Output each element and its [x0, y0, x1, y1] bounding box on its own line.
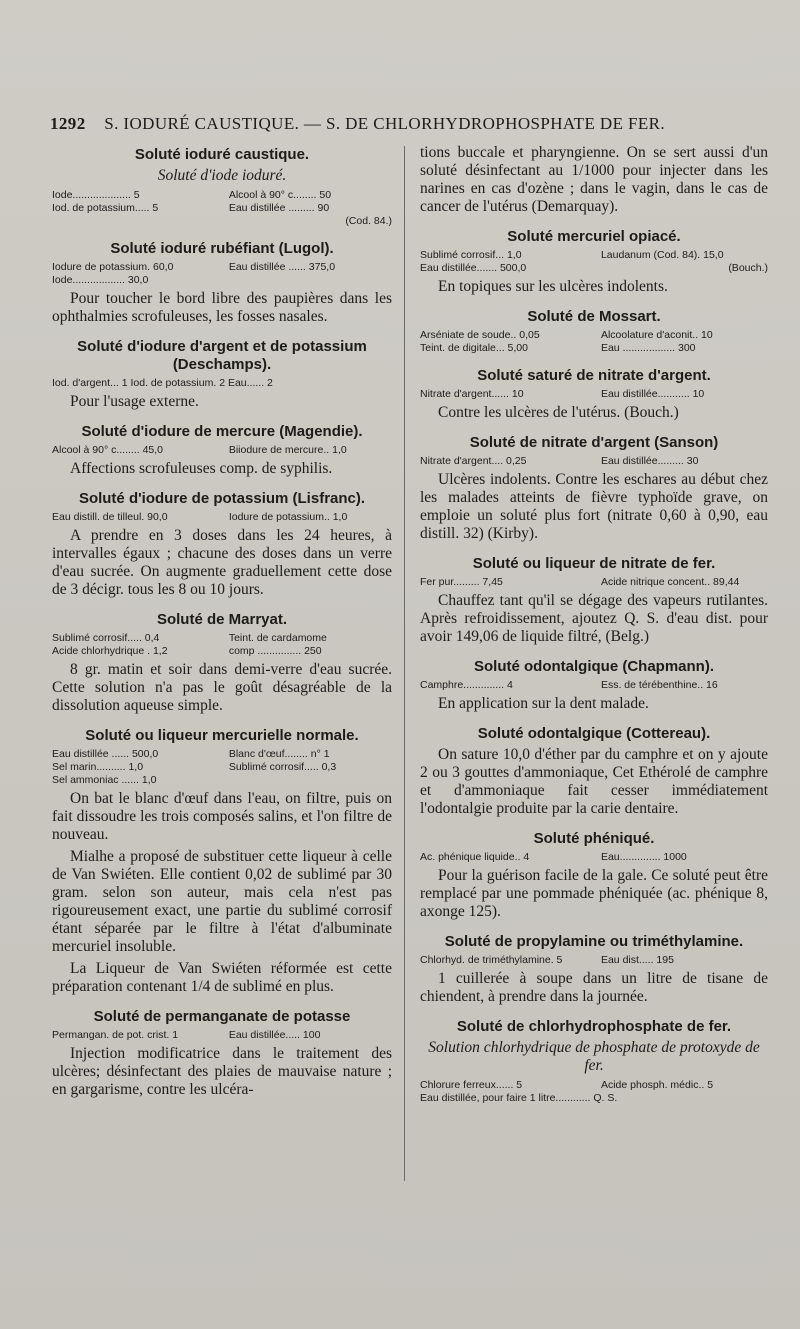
- section-title: Soluté de Marryat.: [156, 611, 288, 628]
- section-title: Soluté ou liqueur de nitrate de fer.: [472, 555, 716, 572]
- running-title: S. IODURÉ CAUSTIQUE. — S. DE CHLORHYDROPHOSPHATE DE FER.: [104, 114, 666, 133]
- ingredient: Teint. de digitale... 5,00: [420, 342, 528, 354]
- section-text: Affections scrofuleuses comp. de syphilis.: [70, 460, 333, 477]
- formula: [420, 249, 768, 275]
- section-title: Soluté ioduré rubéfiant (Lugol).: [110, 240, 334, 257]
- section-text: A prendre en 3 doses dans les 24 heures, à intervalles égaux ; chacune des doses dans un verre d'eau sucrée. On augmente graduellement cette dose de 3 décigr. tous les 8 ou 10 jours.: [52, 527, 392, 598]
- section-text: Contre les ulcères de l'utérus. (Bouch.): [438, 404, 679, 421]
- ingredient: Eau distillée....... 500,0: [420, 262, 527, 274]
- formula: [420, 576, 768, 589]
- right-column: [420, 142, 768, 1108]
- section-title: Soluté de Mossart.: [527, 308, 661, 325]
- section-text: En application sur la dent malade.: [438, 695, 649, 712]
- formula: [420, 851, 768, 864]
- ingredient: Acide nitrique concent.. 89,44: [600, 576, 740, 588]
- section-subtitle: Soluté d'iode ioduré.: [157, 167, 287, 184]
- ingredient: Eau distillée......... 30: [600, 455, 699, 467]
- ingredient: Eau distillée ......... 90: [228, 202, 330, 214]
- ingredient: Eau distillée ...... 375,0: [228, 261, 336, 273]
- ingredient: Biiodure de mercure.. 1,0: [228, 444, 347, 456]
- ingredient: comp ............... 250: [228, 645, 322, 657]
- formula: [52, 1029, 392, 1042]
- running-header: [50, 114, 770, 134]
- ingredient: Chlorhyd. de triméthylamine. 5: [420, 954, 563, 966]
- ingredient: Iod. de potassium..... 5: [52, 202, 159, 214]
- ingredient: Eau distillée ...... 500,0: [52, 748, 159, 760]
- ingredient: Eau distillée..... 100: [228, 1029, 321, 1041]
- ingredient: Iodure de potassium.. 1,0: [228, 511, 348, 523]
- section-text: La Liqueur de Van Swiéten réformée est cette préparation contenant 1/4 de sublimé en plus.: [52, 960, 392, 995]
- section-title: Soluté saturé de nitrate d'argent.: [477, 367, 711, 384]
- section-title: Soluté de nitrate d'argent (Sanson): [469, 434, 719, 451]
- section-title: Soluté d'iodure de potassium (Lisfranc).: [78, 490, 366, 507]
- ingredient: Acide chlorhydrique . 1,2: [52, 645, 168, 657]
- ingredient: Eau dist..... 195: [600, 954, 674, 966]
- ingredient: Blanc d'œuf........ n° 1: [228, 748, 330, 760]
- ingredient: Acide phosph. médic.. 5: [600, 1079, 714, 1091]
- section-text: 8 gr. matin et soir dans demi-verre d'eau sucrée. Cette solution n'a pas le goût désagréable de la dissolution aqueuse simple.: [52, 661, 392, 714]
- ingredient: Alcool à 90° c........ 45,0: [52, 444, 164, 456]
- section-title: Soluté odontalgique (Chapmann).: [474, 658, 714, 675]
- ingredient: Iode.................. 30,0: [52, 274, 149, 286]
- formula: [52, 511, 392, 524]
- left-column: [52, 142, 392, 1103]
- section-title: Soluté de permanganate de potasse: [93, 1008, 351, 1025]
- section-text: Injection modificatrice dans le traitement des ulcères; désinfectant des plaies de mauvaise nature ; en gargarisme, contre les ulcéra-: [52, 1045, 392, 1098]
- ingredient: Camphre.............. 4: [420, 679, 513, 691]
- formula: Iod. d'argent... 1 Iod. de potassium. 2 Eau...... 2: [52, 377, 273, 389]
- source-ref: (Cod. 84.): [345, 215, 392, 227]
- ingredient: Teint. de cardamome: [228, 632, 327, 644]
- source-ref: (Bouch.): [728, 262, 768, 274]
- ingredient: Sel marin.......... 1,0: [52, 761, 144, 773]
- ingredient: Laudanum (Cod. 84). 15,0: [600, 249, 724, 261]
- formula: [52, 632, 392, 658]
- section-text: Pour l'usage externe.: [70, 393, 199, 410]
- ingredient: Eau distillée........... 10: [600, 388, 705, 400]
- ingredient: Eau distillée, pour faire 1 litre............ Q. S.: [420, 1092, 618, 1104]
- ingredient: Eau .................. 300: [600, 342, 696, 354]
- formula: [52, 444, 392, 457]
- formula: [52, 748, 392, 787]
- ingredient: Sublimé corrosif... 1,0: [420, 249, 522, 261]
- ingredient: Eau distill. de tilleul. 90,0: [52, 511, 168, 523]
- section-text: On bat le blanc d'œuf dans l'eau, on filtre, puis on fait dissoudre les trois composés salins, et l'on filtre de nouveau.: [52, 790, 392, 843]
- section-title: Soluté odontalgique (Cottereau).: [477, 725, 711, 742]
- section-subtitle: Solution chlorhydrique de phosphate de protoxyde de fer.: [428, 1039, 760, 1074]
- ingredient: Ess. de térébenthine.. 16: [600, 679, 718, 691]
- section-text: En topiques sur les ulcères indolents.: [438, 278, 668, 295]
- continued-text: tions buccale et pharyngienne. On se sert aussi d'un soluté désinfectant au 1/1000 pour injecter dans les narines en cas d'ozène ; dans le vagin, dans le cas de cancer de l'utérus (Demarquay).: [420, 144, 768, 215]
- section-title: Soluté ou liqueur mercurielle normale.: [85, 727, 359, 744]
- section-title: Soluté de chlorhydrophosphate de fer.: [456, 1018, 732, 1035]
- ingredient: Ac. phénique liquide.. 4: [420, 851, 530, 863]
- ingredient: Arséniate de soude.. 0,05: [420, 329, 540, 341]
- formula: [420, 1079, 768, 1105]
- section-title: Soluté d'iodure d'argent et de potassium (Deschamps).: [77, 338, 367, 373]
- ingredient: Fer pur......... 7,45: [420, 576, 503, 588]
- ingredient: Iodure de potassium. 60,0: [52, 261, 174, 273]
- section-title: Soluté ioduré caustique.: [134, 146, 310, 163]
- formula: [52, 261, 392, 287]
- section-text: Mialhe a proposé de substituer cette liqueur à celle de Van Swiéten. Elle contient 0,02 de sublimé par 30 gram. selon son auteur, mais cela n'est pas rigoureusement exact, une partie du sublimé corrosif étant séparée par le filtre à l'état d'albuminate mercuriel insoluble.: [52, 848, 392, 955]
- formula: [420, 329, 768, 355]
- section-text: Pour la guérison facile de la gale. Ce soluté peut être remplacé par une pommade phéniquée (ac. phénique 8, axonge 125).: [420, 867, 768, 920]
- section-text: Pour toucher le bord libre des paupières dans les ophthalmies scrofuleuses, les fosses nasales.: [52, 290, 392, 325]
- ingredient: Permangan. de pot. crist. 1: [52, 1029, 179, 1041]
- section-title: Soluté phéniqué.: [533, 830, 655, 847]
- formula: [420, 455, 768, 468]
- section-title: Soluté d'iodure de mercure (Magendie).: [81, 423, 363, 440]
- section-title: Soluté de propylamine ou triméthylamine.: [444, 933, 744, 950]
- ingredient: Eau.............. 1000: [600, 851, 687, 863]
- ingredient: Alcoolature d'aconit.. 10: [600, 329, 713, 341]
- ingredient: Nitrate d'argent.... 0,25: [420, 455, 527, 467]
- column-divider: [404, 146, 405, 1181]
- section-text: Ulcères indolents. Contre les eschares au début chez les malades atteints de fièvre typhoïde grave, on emploie un soluté plus fort (nitrate 0,60 à 0,90, eau distill. 32) (Kirby).: [420, 471, 768, 542]
- formula: [420, 954, 768, 967]
- ingredient: Chlorure ferreux...... 5: [420, 1079, 523, 1091]
- section-text: Chauffez tant qu'il se dégage des vapeurs rutilantes. Après refroidissement, ajoutez Q. S. d'eau dist. pour avoir 149,06 de liquide filtré, (Belg.): [420, 592, 768, 645]
- formula: [52, 189, 392, 228]
- section-text: On sature 10,0 d'éther par du camphre et on y ajoute 2 ou 3 gouttes d'ammoniaque, Cet Ethérolé de camphre et d'ammoniaque fait cesser immédiatement l'odontalgie produite par la carie dentaire.: [420, 746, 768, 817]
- ingredient: Nitrate d'argent...... 10: [420, 388, 524, 400]
- ingredient: Sublimé corrosif..... 0,4: [52, 632, 160, 644]
- section-title: Soluté mercuriel opiacé.: [507, 228, 681, 245]
- page-number: 1292: [50, 114, 86, 133]
- ingredient: Iode.................... 5: [52, 189, 140, 201]
- ingredient: Alcool à 90° c........ 50: [228, 189, 332, 201]
- ingredient: Sublimé corrosif..... 0,3: [228, 761, 337, 773]
- formula: [420, 388, 768, 401]
- formula: [420, 679, 768, 692]
- ingredient: Sel ammoniac ...... 1,0: [52, 774, 157, 786]
- section-text: 1 cuillerée à soupe dans un litre de tisane de chiendent, à prendre dans la journée.: [420, 970, 768, 1005]
